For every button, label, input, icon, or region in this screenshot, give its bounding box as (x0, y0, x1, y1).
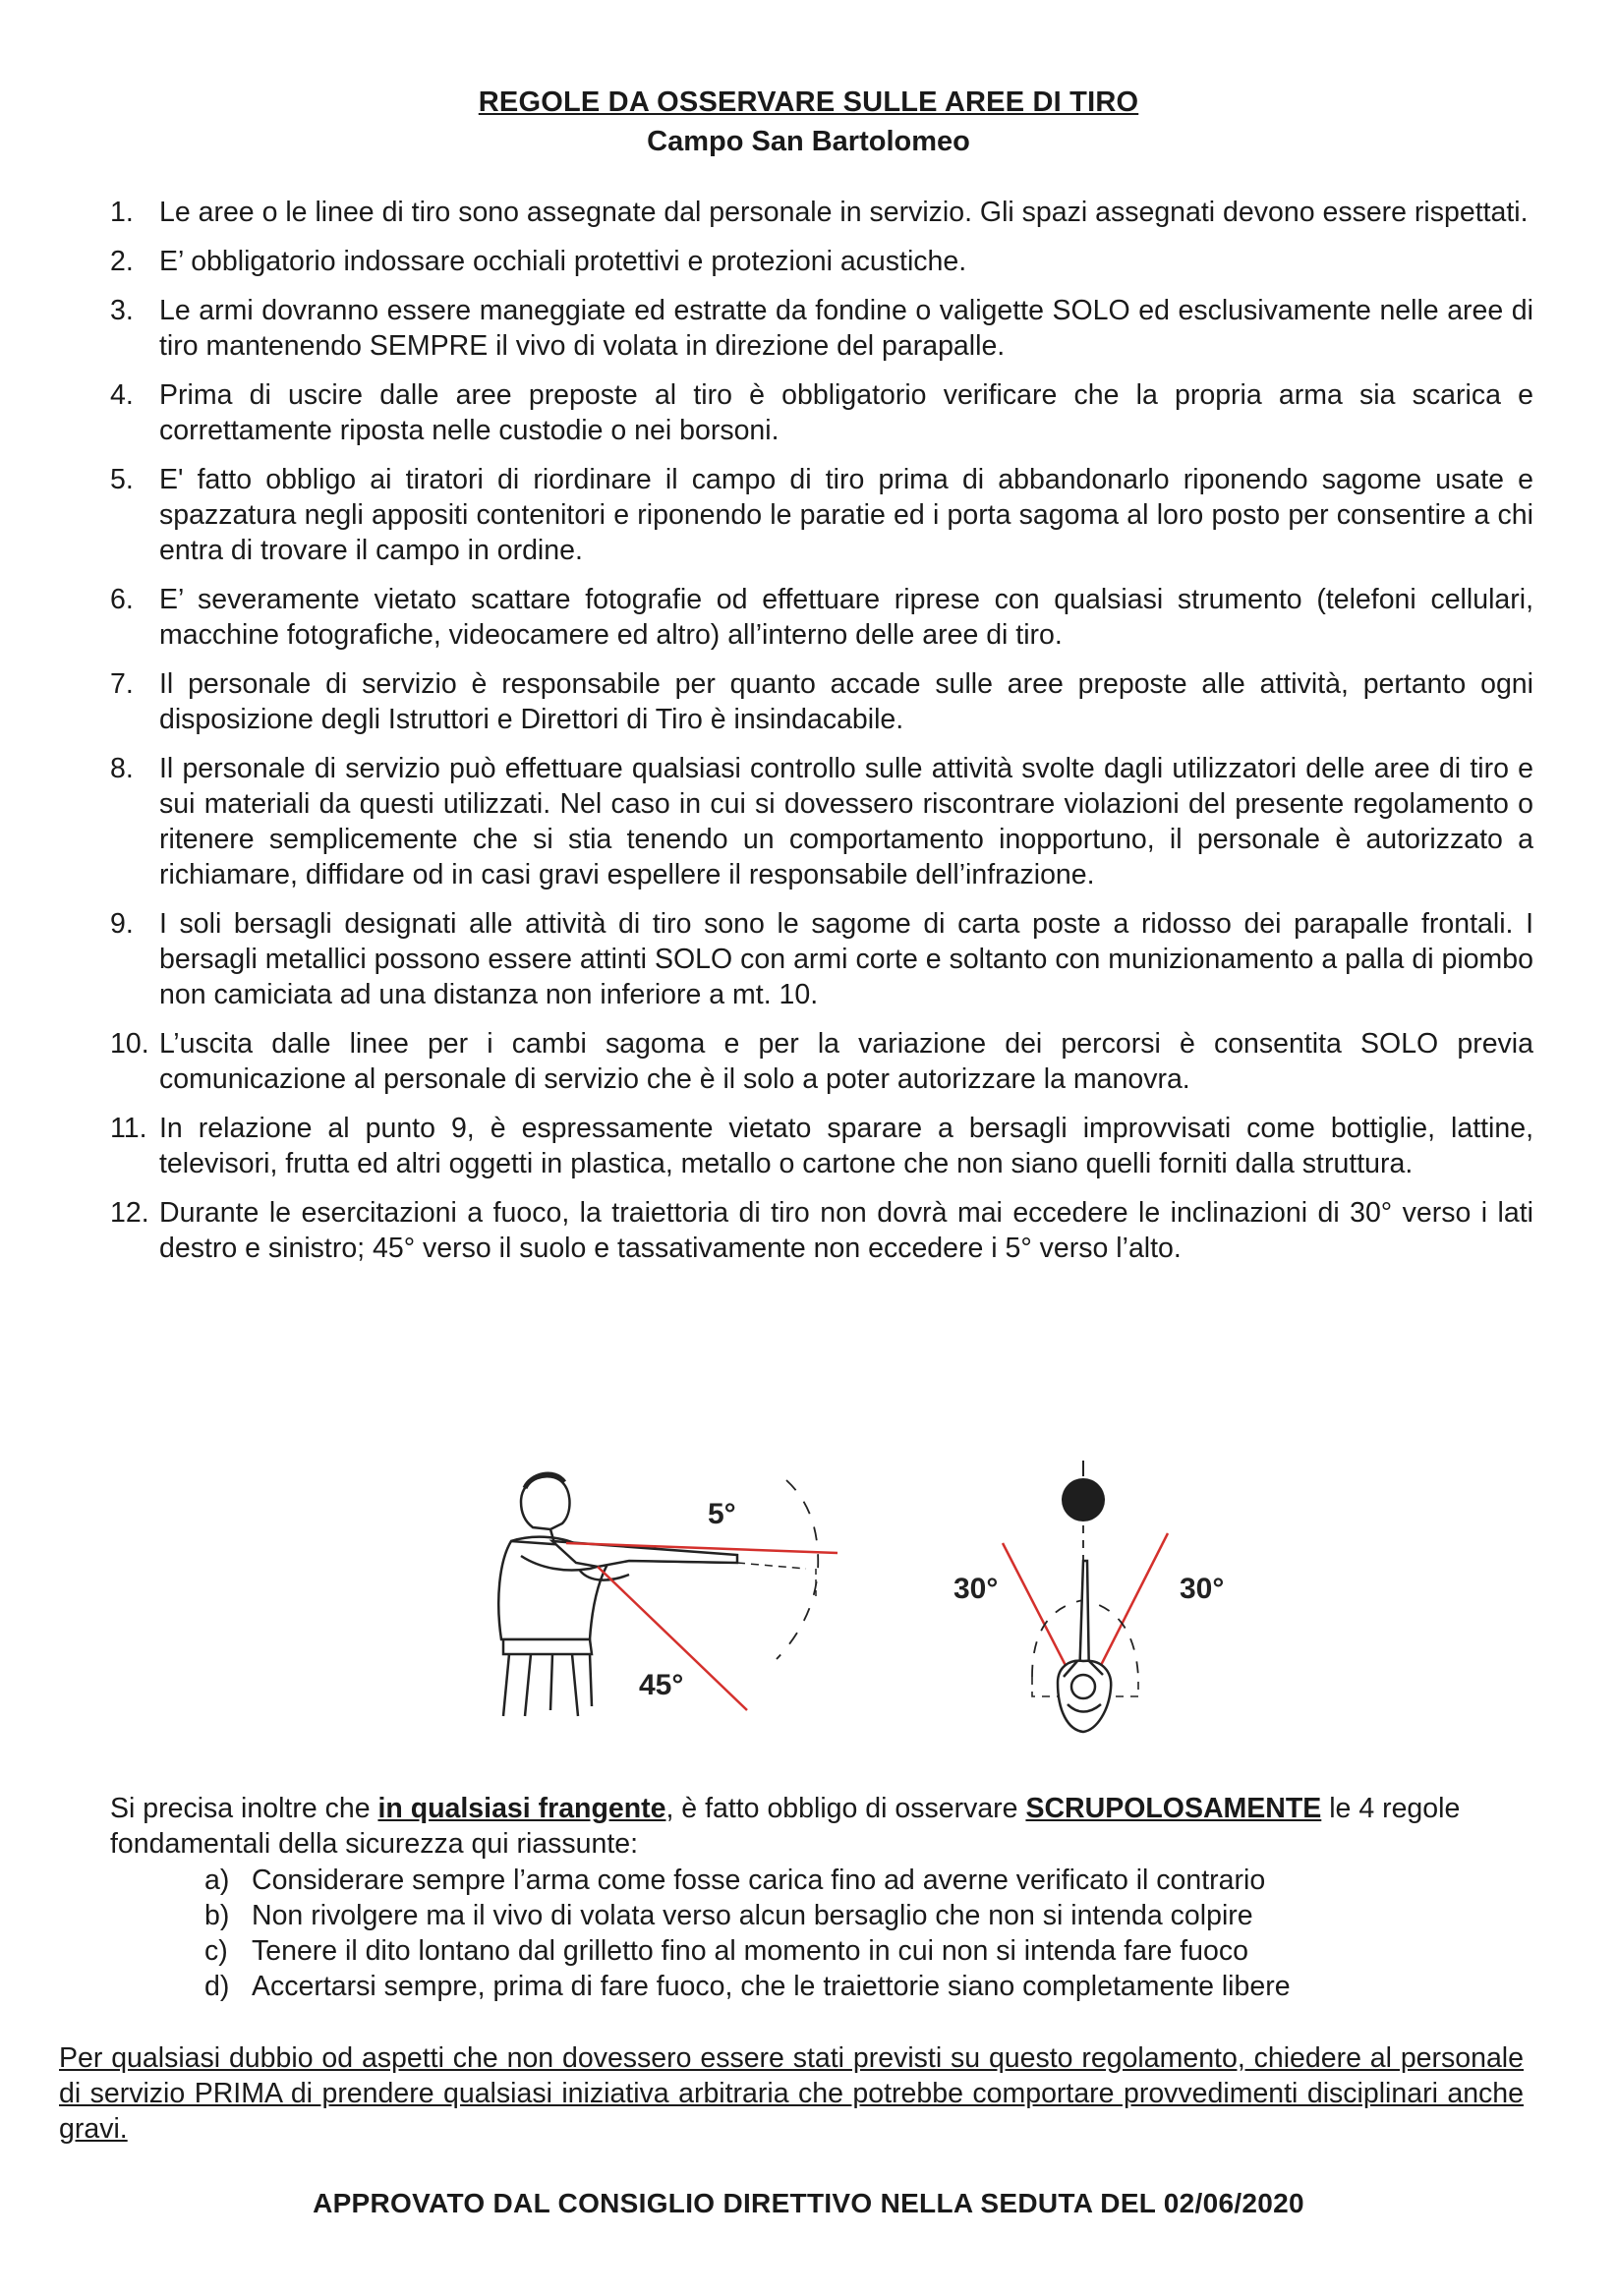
rules-list (110, 195, 1533, 1280)
basic-rule-a (204, 1863, 1531, 1898)
rule-number: 2. (110, 246, 134, 277)
rule-number: 7. (110, 668, 134, 700)
rule-text: Le armi dovranno essere maneggiate ed estratte da fondine o valigette SOLO ed esclusivamente nelle aree di tiro mantenendo SEMPRE il vivo di volata in direzione del parapalle. (159, 295, 1533, 362)
angle-label-left: 30° (953, 1573, 999, 1605)
trajectory-limit-left-30deg (1003, 1543, 1073, 1681)
rule-text: E' fatto obbligo ai tiratori di riordinare il campo di tiro prima di abbandonarlo riponendo sagome usate e spazzatura negli appositi contenitori e riponendo le paratie ed i porta sagoma al loro posto per consentire a chi entra di trovare il campo in ordine. (159, 464, 1533, 566)
rule-text: Le aree o le linee di tiro sono assegnate dal personale in servizio. Gli spazi assegnati devono essere rispettati. (159, 197, 1529, 228)
approval-footer: APPROVATO DAL CONSIGLIO DIRETTIVO NELLA SEDUTA DEL 02/06/2020 (313, 2188, 1304, 2218)
rule-number: 9. (110, 908, 134, 940)
rule-item-1 (110, 195, 1533, 230)
rule-number: 3. (110, 295, 134, 326)
angle-label-up: 5° (708, 1498, 736, 1530)
basic-rule-letter: a) (204, 1865, 230, 1896)
rule-item-2 (110, 244, 1533, 279)
rule-text: Durante le esercitazioni a fuoco, la traiettoria di tiro non dovrà mai eccedere le inclinazioni di 30° verso i lati destro e sinistro; 45° verso il suolo e tassativamente non eccedere i 5° verso l’alto. (159, 1197, 1533, 1264)
rule-text: Il personale di servizio può effettuare qualsiasi controllo sulle attività svolte dagli utilizzatori delle aree di tiro e sui materiali da questi utilizzati. Nel caso in cui si dovessero riscontrare violazioni del presente regolamento o ritenere semplicemente che si stia tenendo un comportamento inopportuno, il personale è autorizzato a richiamare, diffidare od in casi gravi espellere il responsabile dell’infrazione. (159, 753, 1533, 890)
top-view-shooter-illustration (1058, 1561, 1111, 1732)
basic-rule-text: Accertarsi sempre, prima di fare fuoco, che le traiettorie siano completamente libere (252, 1971, 1291, 2002)
angle-label-right: 30° (1180, 1573, 1225, 1605)
angle-arc (777, 1480, 818, 1659)
closing-note: Per qualsiasi dubbio od aspetti che non dovessero essere stati previsti su questo regolamento, chiedere al personale di servizio PRIMA di prendere qualsiasi iniziativa arbitraria che potrebbe comportare provvedimenti disciplinari anche gravi. (59, 2042, 1524, 2145)
intro-text-part3: le 4 regole fondamentali della sicurezza qui riassunte: (110, 1793, 1461, 1860)
rule-number: 11. (110, 1113, 147, 1144)
basic-rule-d (204, 1969, 1531, 2004)
angle-label-down: 45° (639, 1669, 684, 1701)
document-title: REGOLE DA OSSERVARE SULLE AREE DI TIRO (478, 86, 1139, 118)
horizontal-reference-line (737, 1563, 806, 1569)
rule-text: I soli bersagli designati alle attività di tiro sono le sagome di carta poste a ridosso dei parapalle frontali. I bersagli metallici possono essere attinti SOLO con armi corte e soltanto con munizionamento a palla di piombo non camiciata ad una distanza non inferiore a mt. 10. (159, 908, 1533, 1010)
rule-number: 6. (110, 584, 134, 615)
side-view-angle-lines (566, 1480, 837, 1710)
document-subtitle: Campo San Bartolomeo (647, 126, 970, 157)
rule-item-3 (110, 293, 1533, 364)
basic-rule-letter: d) (204, 1971, 230, 2002)
rule-item-8 (110, 751, 1533, 892)
basic-rule-letter: c) (204, 1935, 228, 1967)
rule-item-6 (110, 582, 1533, 653)
basic-rule-text: Non rivolgere ma il vivo di volata verso alcun bersaglio che non si intenda colpire (252, 1900, 1253, 1931)
rule-number: 1. (110, 197, 134, 228)
rule-item-9 (110, 906, 1533, 1012)
rule-text: L’uscita dalle linee per i cambi sagoma e per la variazione dei percorsi è consentita SOLO previa comunicazione al personale di servizio che è il solo a poter autorizzare la manovra. (159, 1028, 1533, 1095)
rule-number: 4. (110, 379, 134, 411)
rule-text: E’ obbligatorio indossare occhiali protettivi e protezioni acustiche. (159, 246, 967, 277)
rule-item-7 (110, 666, 1533, 737)
basic-rule-text: Tenere il dito lontano dal grilletto fino al momento in cui non si intenda fare fuoco (252, 1935, 1248, 1967)
rule-text: Il personale di servizio è responsabile per quanto accade sulle aree preposte alle attività, pertanto ogni disposizione degli Istruttori e Direttori di Tiro è insindacabile. (159, 668, 1533, 735)
intro-emphasis-frangente: in qualsiasi frangente (377, 1793, 666, 1824)
rule-item-5 (110, 462, 1533, 568)
basic-safety-rules-list (204, 1863, 1531, 2004)
basic-rule-c (204, 1933, 1531, 1969)
rule-number: 8. (110, 753, 134, 784)
intro-text-part2: , è fatto obbligo di osservare (665, 1793, 1026, 1824)
intro-emphasis-scrupolosamente: SCRUPOLOSAMENTE (1025, 1793, 1322, 1824)
rule-item-12 (110, 1195, 1533, 1266)
side-view-shooter-illustration (498, 1474, 737, 1716)
rule-item-4 (110, 377, 1533, 448)
rule-item-11 (110, 1111, 1533, 1181)
target-dot (1062, 1478, 1105, 1521)
intro-text-part1: Si precisa inoltre che (110, 1793, 378, 1824)
basic-rule-b (204, 1898, 1531, 1933)
rule-item-10 (110, 1026, 1533, 1097)
rule-number: 12. (110, 1197, 149, 1229)
basic-rule-text: Considerare sempre l’arma come fosse carica fino ad averne verificato il contrario (252, 1865, 1266, 1896)
rule-number: 10. (110, 1028, 149, 1060)
intro-paragraph (110, 1791, 1533, 1862)
rule-text: Prima di uscire dalle aree preposte al tiro è obbligatorio verificare che la propria arma sia scarica e correttamente riposta nelle custodie o nei borsoni. (159, 379, 1533, 446)
rule-number: 5. (110, 464, 134, 495)
rule-text: In relazione al punto 9, è espressamente vietato sparare a bersagli improvvisati come bottiglie, lattine, televisori, frutta ed altri oggetti in plastica, metallo o cartone che non siano quelli forniti dalla struttura. (159, 1113, 1533, 1179)
shooting-angles-figure (482, 1453, 1268, 1748)
basic-rule-letter: b) (204, 1900, 230, 1931)
rule-text: E’ severamente vietato scattare fotografie od effettuare riprese con qualsiasi strumento (telefoni cellulari, macchine fotografiche, videocamere ed altro) all’interno delle aree di tiro. (159, 584, 1533, 651)
